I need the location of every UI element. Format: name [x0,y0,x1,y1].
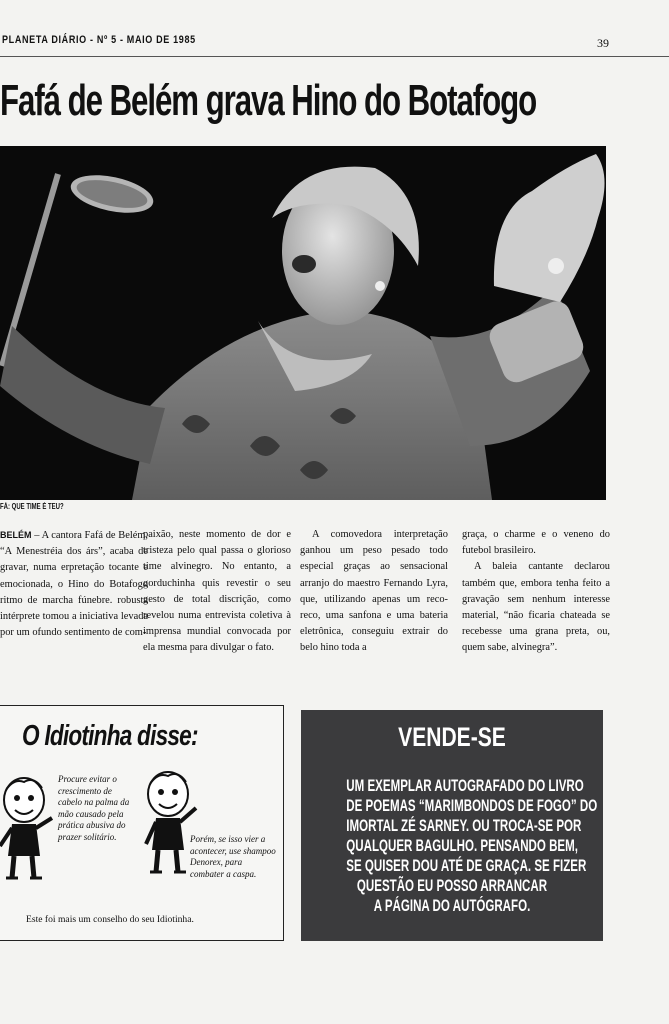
idiotinha-box [0,705,284,941]
article-paragraph: graça, o charme e o veneno do futebol brasileiro. [462,529,610,557]
vende-se-line: DE POEMAS “MARIMBONDOS DE FOGO” DO [346,797,598,815]
article-photo [0,146,606,500]
vende-se-line: IMORTAL ZÉ SARNEY. OU TROCA-SE POR [346,817,582,835]
header-rule [0,56,669,57]
vende-se-line: QUESTÃO EU POSSO ARRANCAR [356,877,548,895]
cartoon-man-icon [0,774,56,887]
article-column-2 [143,527,291,657]
article-column-1 [0,527,148,641]
article-paragraph: A comovedora interpretação ganhou um peso pesado todo especial graças ao sensacional arranjo do maestro Fernando Lyra, que, utilizando apenas um reco-reco, uma sanfona e uma bateria eletrônica, conseguiu extrair do belo hino toda a [300,529,448,654]
page-number: 39 [597,36,609,50]
vende-se-line: UM EXEMPLAR AUTOGRAFADO DO LIVRO [346,777,584,795]
page-header-text: PLANETA DIÁRIO - Nº 5 - MAIO DE 1985 [2,34,196,46]
article-column-3 [300,527,448,657]
vende-se-line: SE QUISER DOU ATÉ DE GRAÇA. SE FIZER [346,857,587,875]
vende-se-line: A PÁGINA DO AUTÓGRAFO. [373,897,531,915]
idiotinha-footer: Este foi mais um conselho do seu Idiotinha. [26,914,194,925]
idiotinha-title: O Idiotinha disse: [22,720,198,752]
vende-se-body [301,776,603,916]
article-text: – A cantora Fafá de Belém, “A Menestréia dos árs”, acaba de gravar, numa erpretação tocante e emocionada, o Hino do Botafogo ritmo de marcha fúnebre. robusta intérprete tomou a iniciativa levada por um ofundo sentimento de com- [0,530,148,639]
lead-word: BELÉM [0,530,32,540]
vende-se-title: VENDE-SE [398,722,506,752]
idiotinha-quote-2: Porém, se isso vier a acontecer, use shampoo Denorex, para combater a caspa. [190,834,276,879]
headline: Fafá de Belém grava Hino do Botafogo [0,76,537,125]
article-paragraph: paixão, neste momento de dor e tristeza pelo qual passa o glorioso time alvinegro. No entanto, a gorduchinha quis revestir o seu gesto de total discrição, como revelou numa entrevista coletiva à imprensa mundial convocada por ela mesma para divulgar o fato. [143,529,291,654]
photo-caption: FÁ: QUE TIME É TEU? [0,502,64,511]
vende-se-line: QUALQUER BAGULHO. PENSANDO BEM, [346,837,578,855]
vende-se-box [301,710,603,941]
idiotinha-quote-1: Procure evitar o crescimento de cabelo na palma da mão causado pela prática abusiva do prazer solitário. [58,774,130,842]
article-paragraph [0,527,148,641]
article-paragraph: A baleia cantante declarou também que, embora tenha feito a gravação sem nenhum interesse material, “não ficaria chateada se recebesse uma grana preta, ou, quem sabe, alvinegra”. [462,561,610,654]
article-column-4 [462,527,610,657]
